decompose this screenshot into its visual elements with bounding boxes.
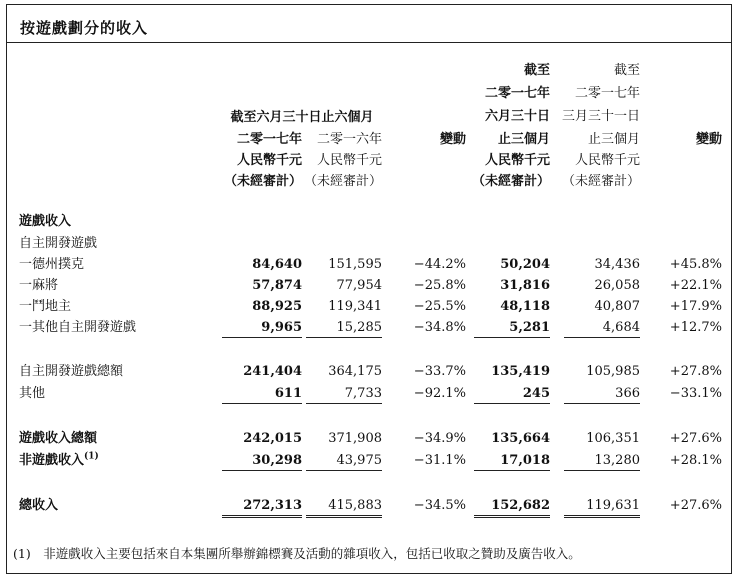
header-col5-unit: 人民幣千元 bbox=[574, 153, 640, 168]
row-label: 總收入 bbox=[19, 498, 59, 513]
cell-2017-h1: 30,298 bbox=[252, 453, 302, 468]
cell-change-h1: −34.8% bbox=[413, 320, 466, 335]
cell-q1-2017: 105,985 bbox=[586, 364, 640, 379]
cell-2016-h1: 415,883 bbox=[328, 498, 382, 513]
cell-q2-2017: 48,118 bbox=[500, 299, 550, 314]
header-col2-audit: （未經審計） bbox=[303, 174, 382, 189]
cell-q2-2017: 31,816 bbox=[500, 278, 550, 293]
row-label: 遊戲收入總額 bbox=[19, 431, 98, 446]
subtotal-rule bbox=[222, 403, 302, 404]
cell-q1-2017: 106,351 bbox=[586, 431, 640, 446]
cell-change-h1: −92.1% bbox=[413, 386, 466, 401]
header-col5-audit: （未經審計） bbox=[561, 174, 640, 189]
footnote-marker: (1) bbox=[84, 451, 99, 462]
cell-q1-2017: 119,631 bbox=[586, 498, 640, 513]
cell-change-q: +17.9% bbox=[669, 299, 722, 314]
header-col5-line1: 截至 bbox=[613, 63, 640, 78]
cell-change-q: +27.6% bbox=[669, 431, 722, 446]
cell-2017-h1: 611 bbox=[274, 386, 302, 401]
header-change2: 變動 bbox=[695, 132, 722, 147]
cell-change-q: +28.1% bbox=[669, 453, 722, 468]
subtotal-rule bbox=[564, 403, 640, 404]
header-col4-line3: 六月三十日 bbox=[484, 109, 550, 124]
header-col4-line2: 二零一七年 bbox=[484, 86, 550, 101]
cell-2017-h1: 241,404 bbox=[243, 364, 302, 379]
footnote: (1) 非遊戲收入主要包括來自本集團所舉辦錦標賽及活動的雜項收入，包括已收取之贊助及廣告收入。 bbox=[13, 546, 581, 561]
cell-2016-h1: 15,285 bbox=[336, 320, 382, 335]
header-col2-year: 二零一六年 bbox=[316, 132, 382, 147]
cell-2016-h1: 119,341 bbox=[328, 299, 382, 314]
cell-2016-h1: 371,908 bbox=[328, 431, 382, 446]
cell-change-h1: −31.1% bbox=[413, 453, 466, 468]
row-label-non-game bbox=[19, 453, 99, 469]
header-col5-line4: 止三個月 bbox=[587, 132, 640, 147]
total-double-rule bbox=[306, 515, 382, 518]
subtotal-rule bbox=[474, 403, 550, 404]
subtotal-rule bbox=[474, 337, 550, 338]
cell-q2-2017: 245 bbox=[522, 386, 550, 401]
title-divider bbox=[7, 42, 731, 43]
header-six-months: 截至六月三十日止六個月 bbox=[230, 110, 374, 125]
header-col4-line1: 截至 bbox=[523, 63, 550, 78]
section-game-revenue: 遊戲收入 bbox=[19, 214, 72, 229]
subtotal-rule bbox=[222, 337, 302, 338]
cell-change-q: +22.1% bbox=[669, 278, 722, 293]
subtotal-rule bbox=[306, 470, 382, 471]
cell-2016-h1: 7,733 bbox=[344, 386, 382, 401]
header-col1-unit: 人民幣千元 bbox=[236, 153, 302, 168]
cell-change-q: +12.7% bbox=[669, 320, 722, 335]
header-change: 變動 bbox=[439, 132, 466, 147]
subtotal-rule bbox=[564, 470, 640, 471]
row-label: 一德州撲克 bbox=[19, 257, 85, 272]
header-col1-audit: （未經審計） bbox=[223, 174, 302, 189]
row-label: 一鬥地主 bbox=[19, 299, 72, 314]
cell-q2-2017: 135,664 bbox=[491, 431, 550, 446]
cell-q1-2017: 366 bbox=[615, 386, 640, 401]
total-double-rule bbox=[474, 515, 550, 518]
cell-2017-h1: 84,640 bbox=[252, 257, 302, 272]
cell-2017-h1: 88,925 bbox=[252, 299, 302, 314]
cell-2017-h1: 9,965 bbox=[261, 320, 302, 335]
cell-2016-h1: 77,954 bbox=[336, 278, 382, 293]
total-double-rule bbox=[564, 515, 640, 518]
row-label: 一麻將 bbox=[19, 278, 59, 293]
row-label: 其他 bbox=[19, 386, 46, 401]
cell-change-h1: −33.7% bbox=[413, 364, 466, 379]
row-label: 非遊戲收入 bbox=[19, 453, 85, 468]
cell-2017-h1: 242,015 bbox=[243, 431, 302, 446]
cell-change-q: −33.1% bbox=[669, 386, 722, 401]
cell-change-h1: −25.8% bbox=[413, 278, 466, 293]
header-col4-line4: 止三個月 bbox=[497, 132, 550, 147]
cell-q1-2017: 13,280 bbox=[594, 453, 640, 468]
cell-2017-h1: 57,874 bbox=[252, 278, 302, 293]
row-label: 一其他自主開發遊戲 bbox=[19, 320, 137, 335]
cell-change-q: +27.8% bbox=[669, 364, 722, 379]
cell-q2-2017: 17,018 bbox=[500, 453, 550, 468]
cell-change-h1: −34.5% bbox=[413, 498, 466, 513]
cell-change-h1: −44.2% bbox=[413, 257, 466, 272]
cell-change-q: +27.6% bbox=[669, 498, 722, 513]
page-title: 按遊戲劃分的收入 bbox=[20, 19, 149, 37]
cell-change-h1: −25.5% bbox=[413, 299, 466, 314]
header-col4-unit: 人民幣千元 bbox=[484, 153, 550, 168]
cell-q2-2017: 50,204 bbox=[500, 257, 550, 272]
cell-change-h1: −34.9% bbox=[413, 431, 466, 446]
cell-q2-2017: 152,682 bbox=[491, 498, 550, 513]
cell-change-q: +45.8% bbox=[669, 257, 722, 272]
header-col1-year: 二零一七年 bbox=[236, 132, 302, 147]
cell-q1-2017: 40,807 bbox=[594, 299, 640, 314]
subtotal-rule bbox=[222, 470, 302, 471]
cell-2016-h1: 151,595 bbox=[328, 257, 382, 272]
header-col5-line3: 三月三十一日 bbox=[561, 109, 640, 124]
subtotal-rule bbox=[474, 470, 550, 471]
section-self-developed: 自主開發遊戲 bbox=[19, 236, 98, 251]
subtotal-rule bbox=[306, 337, 382, 338]
cell-2016-h1: 43,975 bbox=[336, 453, 382, 468]
cell-q2-2017: 5,281 bbox=[509, 320, 550, 335]
header-col5-line2: 二零一七年 bbox=[574, 86, 640, 101]
header-col4-audit: （未經審計） bbox=[471, 174, 550, 189]
cell-q1-2017: 26,058 bbox=[594, 278, 640, 293]
subtotal-rule bbox=[306, 403, 382, 404]
row-label: 自主開發遊戲總額 bbox=[19, 364, 124, 379]
cell-q1-2017: 4,684 bbox=[602, 320, 640, 335]
subtotal-rule bbox=[564, 337, 640, 338]
cell-2016-h1: 364,175 bbox=[328, 364, 382, 379]
header-col2-unit: 人民幣千元 bbox=[316, 153, 382, 168]
total-double-rule bbox=[222, 515, 302, 518]
cell-q1-2017: 34,436 bbox=[594, 257, 640, 272]
cell-2017-h1: 272,313 bbox=[243, 498, 302, 513]
cell-q2-2017: 135,419 bbox=[491, 364, 550, 379]
